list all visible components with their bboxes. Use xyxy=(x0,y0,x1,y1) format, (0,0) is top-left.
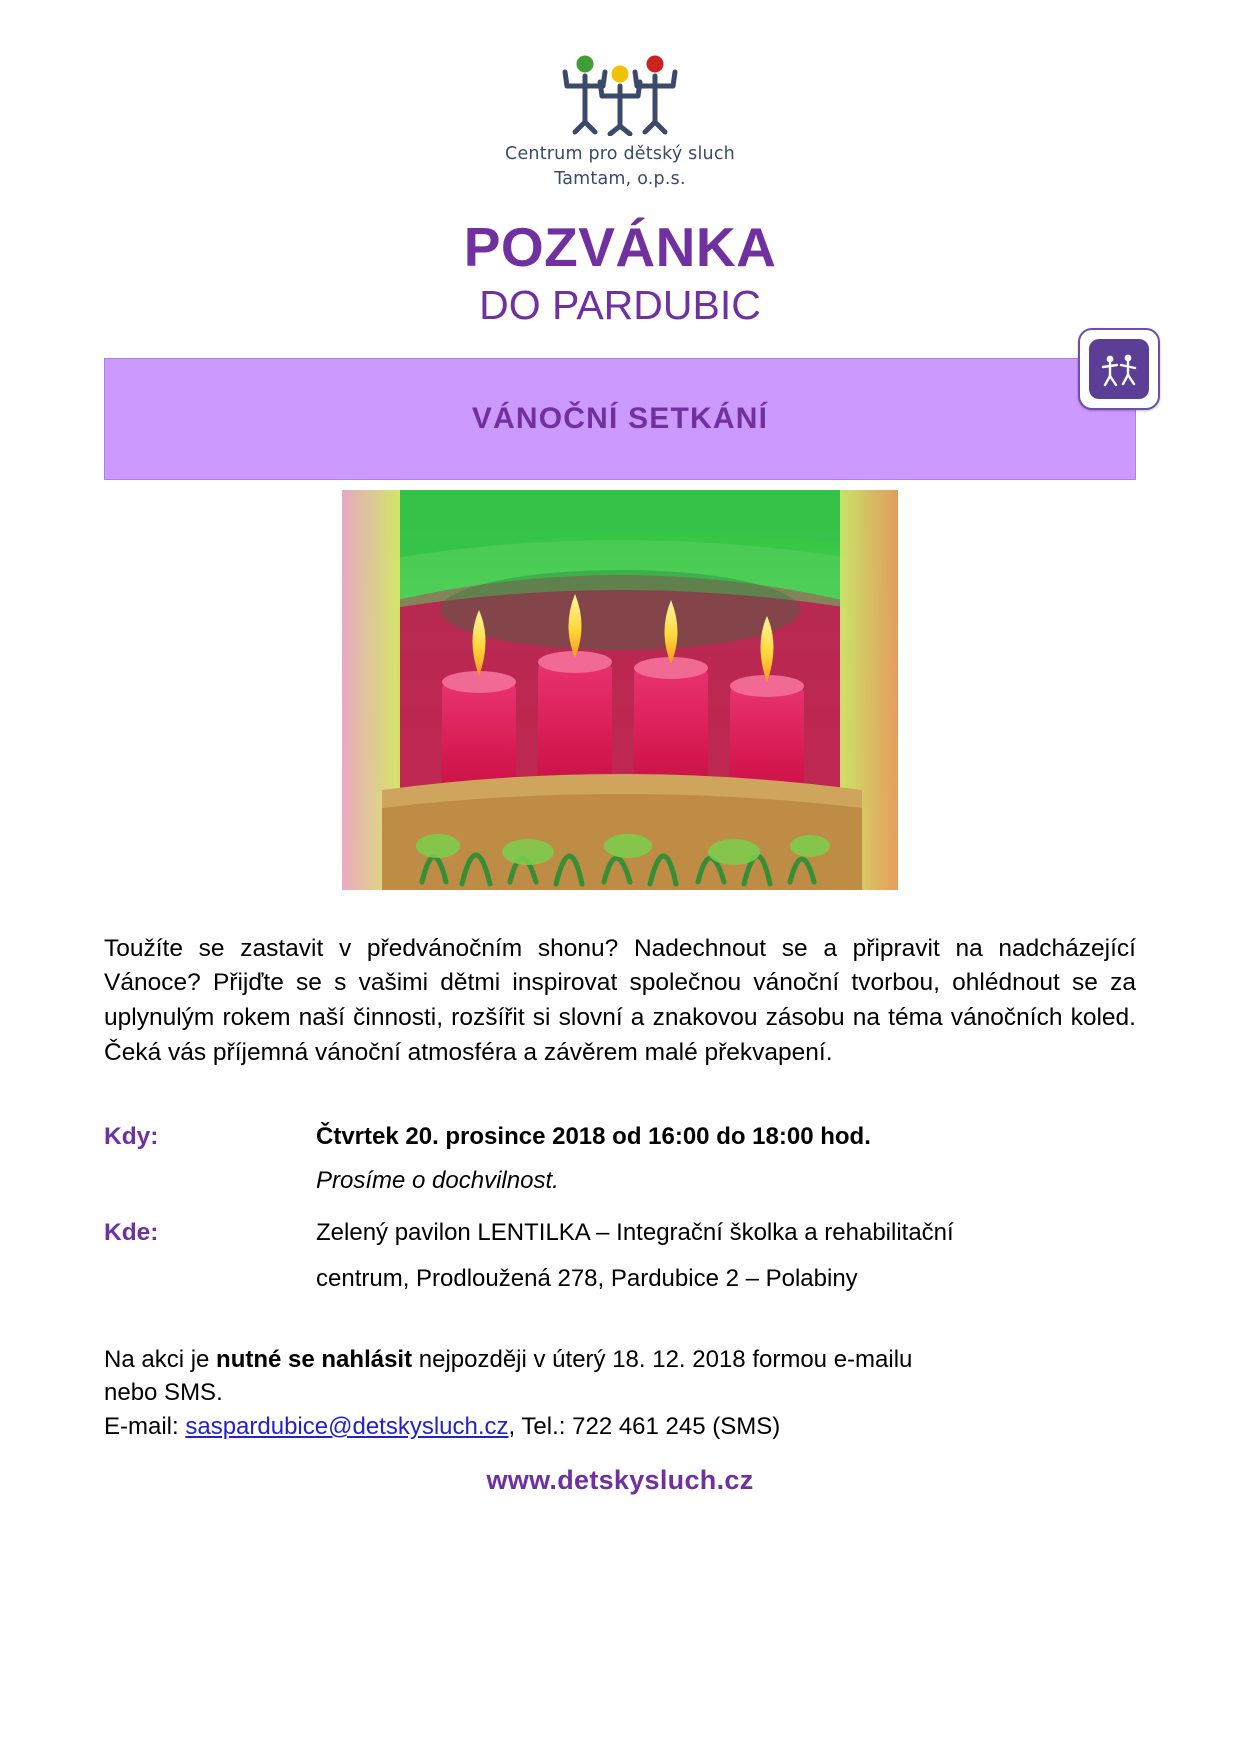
organization-name-line2: Tamtam, o.p.s. xyxy=(554,169,686,190)
registration-info xyxy=(104,1343,1136,1444)
event-banner-wrapper xyxy=(104,358,1136,480)
event-banner-label: VÁNOČNÍ SETKÁNÍ xyxy=(471,401,769,435)
registration-line2: nebo SMS. xyxy=(104,1379,223,1407)
where-label: Kde: xyxy=(104,1218,159,1246)
detail-row-note xyxy=(104,1163,1136,1199)
phone-text: , Tel.: 722 461 245 (SMS) xyxy=(508,1412,781,1440)
footer xyxy=(0,1465,1240,1496)
sign-language-figures-icon xyxy=(1078,328,1160,410)
event-banner xyxy=(104,358,1136,480)
email-link[interactable]: saspardubice@detskysluch.cz xyxy=(185,1412,509,1440)
page-title: POZVÁNKA xyxy=(463,215,777,278)
page-subtitle: DO PARDUBIC xyxy=(479,281,761,328)
organization-name xyxy=(505,142,735,193)
email-label: E-mail: xyxy=(104,1412,186,1440)
registration-text-after: nejpozději v úterý 18. 12. 2018 formou e-mailu xyxy=(412,1345,913,1373)
registration-line1 xyxy=(104,1343,1136,1377)
website-link[interactable]: www.detskysluch.cz xyxy=(486,1465,754,1495)
intro-paragraph: Toužíte se zastavit v předvánočním shonu? Nadechnout se a připravit na nadcházející Vánoce? Přijďte se s vašimi dětmi inspirovat společnou vánoční tvorbou, ohlédnout se za uplynulým rokem naší činnosti, rozšířit si slovní a znakovou zásobu na téma vánočních koled. Čeká vás příjemná vánoční atmosféra a závěrem malé překvapení. xyxy=(104,934,1136,1066)
organization-logo-block xyxy=(104,0,1136,193)
advent-candles-photo xyxy=(342,490,898,890)
where-value-line2: centrum, Prodloužená 278, Pardubice 2 – Polabiny xyxy=(316,1264,858,1292)
where-value: Zelený pavilon LENTILKA – Integrační školka a rehabilitační xyxy=(316,1218,954,1246)
registration-text-bold: nutné se nahlásit xyxy=(216,1345,413,1373)
when-value: Čtvrtek 20. prosince 2018 od 16:00 do 18:00 hod. xyxy=(316,1122,871,1150)
event-details xyxy=(104,1119,1136,1297)
organization-name-line1: Centrum pro dětský sluch xyxy=(505,144,735,164)
tamtam-figures-logo-icon xyxy=(555,52,685,136)
registration-contact-line xyxy=(104,1410,1136,1444)
detail-row-when xyxy=(104,1119,1136,1155)
detail-row-where xyxy=(104,1215,1136,1251)
event-photo-wrapper xyxy=(104,490,1136,890)
when-label: Kdy: xyxy=(104,1122,159,1150)
punctuality-note: Prosíme o dochvilnost. xyxy=(316,1166,559,1194)
registration-text-before: Na akci je xyxy=(104,1345,217,1373)
